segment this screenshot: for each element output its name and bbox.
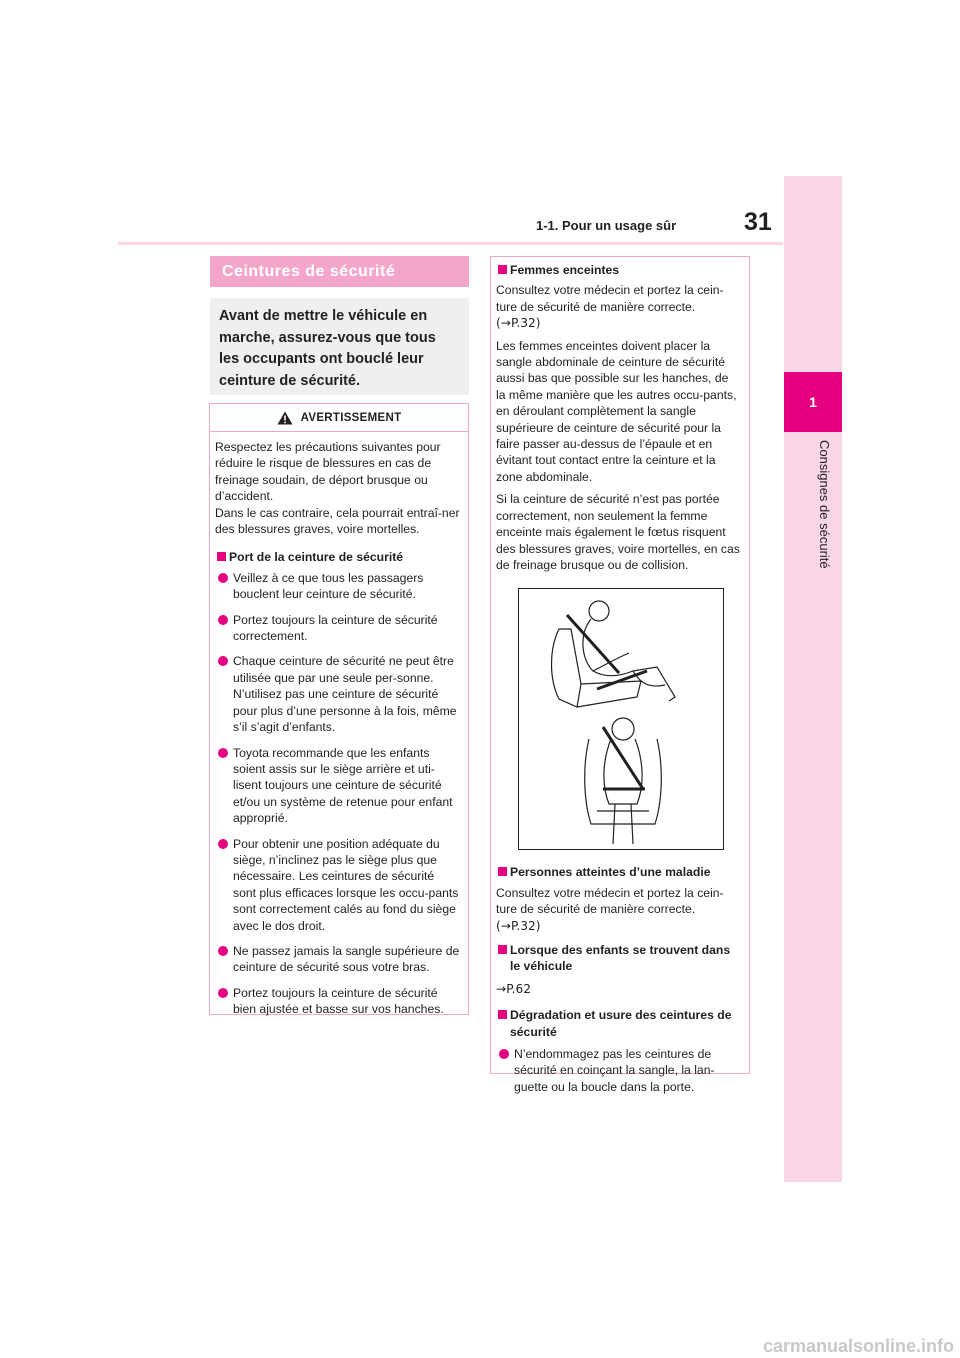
header-divider (118, 242, 783, 245)
illness-heading: Personnes atteintes d’une maladie (496, 864, 741, 880)
illness-paragraph: Consultez votre médecin et portez la cein-ture de sécurité de manière correcte. (496, 885, 724, 917)
illness-ref: (→P.32) (496, 918, 541, 933)
warning-bullet: Pour obtenir une position adéquate du siège, n’inclinez pas le siège plus que nécessaire. Les ceintures de sécurité sont plus efficaces lorsque les occu-pants sont correctement calés au fond du siège avec le dos droit. (215, 836, 460, 934)
section-banner: Ceintures de sécurité (210, 256, 469, 287)
warning-bullet: Toyota recommande que les enfants soient assis sur le siège arrière et uti-lisent toujours une ceinture de sécurité et/ou un système de retenue pour enfant approprié. (215, 745, 460, 827)
warning-subheading: Port de la ceinture de sécurité (215, 549, 460, 565)
pregnant-paragraph-2: Les femmes enceintes doivent placer la sangle abdominale de ceinture de sécurité aussi bas que possible sur les hanches, de la même manière que les autres occu-pants, en déroulant complètement la sangle supérieure de ceinture de sécurité pour la faire passer au-dessus de l’épaule et en évitant tout contact entre la ceinture et la zone abdominale. (496, 338, 737, 484)
wear-heading: Dégradation et usure des ceintures de sécurité (496, 1007, 741, 1040)
warning-bullet: Ne passez jamais la sangle supérieure de ceinture de sécurité sous votre bras. (215, 943, 460, 976)
page-number: 31 (744, 208, 772, 236)
warning-intro-2: Dans le cas contraire, cela pourrait entraî-ner des blessures graves, voire mortelles. (215, 505, 460, 537)
pregnant-heading: Femmes enceintes (496, 262, 741, 278)
wear-bullet: N’endommagez pas les ceintures de sécurité en coinçant la sangle, la lan-guette ou la boucle dans la porte. (496, 1046, 741, 1095)
warning-intro-1: Respectez les précautions suivantes pour réduire le risque de blessures en cas de freinage soudain, de déport brusque ou d’accident. (215, 440, 441, 504)
warning-header (210, 404, 468, 432)
footer-watermark (0, 1336, 960, 1358)
children-ref: →P.62 (496, 981, 532, 996)
seatbelt-illustration (518, 588, 724, 850)
chapter-side-tab (784, 176, 842, 1182)
pregnant-ref: (→P.32) (496, 316, 541, 331)
children-heading: Lorsque des enfants se trouvent dans le véhicule (496, 942, 741, 975)
pregnant-paragraph-1: Consultez votre médecin et portez la cein-ture de sécurité de manière correcte. (496, 283, 724, 314)
section-title: 1-1. Pour un usage sûr (536, 218, 677, 233)
info-box (490, 256, 750, 1094)
warning-bullet: Veillez à ce que tous les passagers bouclent leur ceinture de sécurité. (215, 570, 460, 603)
warning-title: AVERTISSEMENT (300, 411, 402, 424)
intro-box: Avant de mettre le véhicule en marche, assurez-vous que tous les occupants ont bouclé leur ceinture de sécurité. (210, 298, 469, 395)
warning-bullet: Portez toujours la ceinture de sécurité bien ajustée et basse sur vos hanches. (215, 985, 460, 1018)
watermark-text: carmanualsonline.info (762, 1336, 954, 1356)
warning-triangle-icon (277, 411, 293, 425)
chapter-number: 1 (784, 372, 842, 432)
warning-bullet: Portez toujours la ceinture de sécurité correctement. (215, 612, 460, 645)
warning-body (210, 432, 468, 1018)
pregnant-paragraph-3: Si la ceinture de sécurité n’est pas portée correctement, non seulement la femme enceinte mais également le fœtus risquent des blessures graves, voire mortelles, en cas de freinage brusque ou de collision. (496, 492, 740, 572)
warning-box (209, 403, 469, 1015)
chapter-title: Consignes de sécurité (817, 440, 832, 569)
warning-bullet: Chaque ceinture de sécurité ne peut être utilisée que par une seule per-sonne. N’utilisez pas une ceinture de sécurité pour plus d’une personne à la fois, même s’il s’agit d’enfants. (215, 653, 460, 735)
